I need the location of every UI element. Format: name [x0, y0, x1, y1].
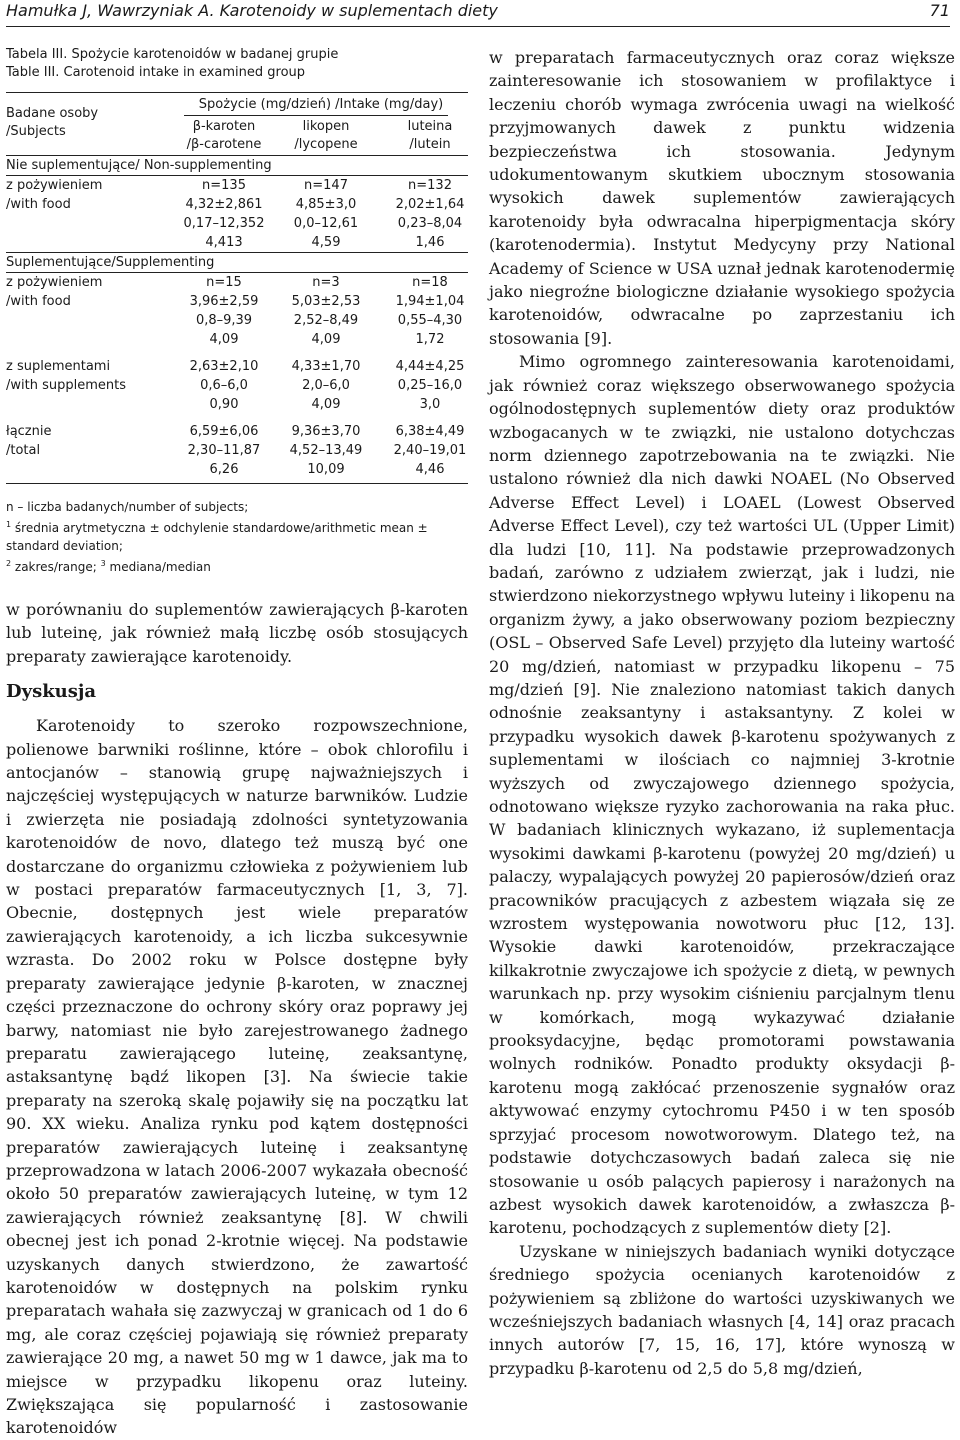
table-cell: 4,32±2,861 — [185, 197, 263, 212]
table-cell: 4,59 — [311, 235, 341, 250]
table-cell: 9,36±3,70 — [291, 424, 361, 439]
header-rule — [6, 26, 950, 27]
table-cell: 5,03±2,53 — [291, 294, 361, 309]
continued-paragraph: w porównaniu do suplementów zawierających β-karoten lub luteinę, jak również małą liczbę osób stosujących preparaty zawierające karotenoidy. — [6, 600, 468, 666]
table-row — [6, 460, 468, 479]
paragraph-results-comparison: Uzyskane w niniejszych badaniach wyniki dotyczące średniego spożycia ocenianych karotenoidów z pożywieniem są zbliżone do wartości uzyskiwanych we wcześniejszych badaniach własnych [4, 14] oraz pracach innych autorów [7, 15, 16, 17], które wynoszą w przypadku β-karotenu od 2,5 do 5,8 mg/dzień, — [489, 1241, 955, 1378]
table-cell: 3,96±2,59 — [189, 294, 259, 309]
table-cell: 6,26 — [209, 462, 239, 477]
footnote-mark: 3 — [100, 559, 106, 568]
section-non-supplementing: Nie suplementujące/ Non-supplementing — [6, 158, 272, 173]
table-cell: 4,46 — [415, 462, 445, 477]
table-cell: 0,8–9,39 — [195, 313, 253, 328]
table-row — [6, 292, 468, 311]
row-label: z pożywieniem — [6, 275, 103, 290]
spanner-rule — [184, 115, 448, 116]
table-cell: 0,0–12,61 — [293, 216, 359, 231]
column-header-line: /lycopene — [294, 137, 358, 152]
column-header-line: /lutein — [409, 137, 451, 152]
row-label: łącznie — [6, 424, 52, 439]
subjects-header-pl: Badane osoby — [6, 106, 99, 121]
footnote-mark: 2 — [6, 559, 12, 568]
table-caption-pl: Tabela III. Spożycie karotenoidów w badanej grupie — [6, 47, 339, 62]
table-cell: 4,44±4,25 — [395, 359, 465, 374]
footnote-range-median — [6, 555, 468, 576]
table-cell: 0,17–12,352 — [183, 216, 265, 231]
table-cell: 4,09 — [311, 397, 341, 412]
table-cell: 2,0–6,0 — [302, 378, 350, 393]
table-cell: 3,0 — [419, 397, 441, 412]
table-cell: 4,85±3,0 — [295, 197, 357, 212]
paragraph-no-norms: Mimo ogromnego zainteresowania karotenoidami, jak również coraz większego obserwowanego spożycia ogólnodostępnych suplementów diety oraz produktów wzbogacanych w te związki, nie ustalono dotychczas norm dziennego zapotrzebowania na te związki. Nie ustalono również dla nich dawki NOAEL (No Observed Adverse Effect Level) i LOAEL (Lowest Observed Adverse Effect Level), czy też wartości UL (Upper Limit) dla ludzi [10, 11]. Na podstawie przeprowadzonych badań, zarówno z udziałem zwierząt, jak i ludzi, nie stwierdzono niekorzystnego wpływu luteiny i likopenu na organizm żywy, a jako obserwowany poziom bezpieczny (OSL – Observed Safe Level) przyjęto dla luteiny wartość 20 mg/dzień, natomiast w przypadku likopenu – 75 mg/dzień [9]. Nie znaleziono natomiast takich danych odnośnie zeaksantyny i astaksantyny. Z kolei w przypadku wysokich dawek β-karotenu spożywanych z suplementami w ilościach co najmniej 3-krotnie wyższych od zwyczajowego dziennego spożycia, odnotowano większe ryzyko zachorowania na raka płuc. W badaniach klinicznych wykazano, iż suplementacja wysokimi dawkami β-karotenu (powyżej 20 mg/dzień) u palaczy, wypalających powyżej 20 papierosów/dzień oraz pracowników pracujących z azbestem wiązała się ze wzrostem występowania nowotworu płuc [12, 13]. Wysokie dawki karotenoidów, przekraczające kilkakrotnie zwyczajowe ich spożycie z dietą, w pewnych warunkach np. przy wysokim ciśnieniu parcjalnym tlenu w komórkach, mogą wykazywać działanie prooksydacyjne, będąc promotorami powstawania wolnych rodników. Ponadto produkty oksydacji β-karotenu mogą zakłócać przenoszenie sygnałów oraz aktywować enzymy cytochromu P450 i w ten sposób sprzyjać procesom nowotworowym. Dlatego też, na podstawie dotychczasowych badań zaleca się nie stosowanie u osób palących papierosy i narażonych na azbest wysokich dawek karotenoidów, a zwłaszcza β-karotenu, pochodzących z suplementów diety [2]. — [489, 352, 955, 1238]
table-cell: 4,09 — [209, 332, 239, 347]
intake-table — [6, 92, 468, 484]
table-footnotes — [6, 498, 468, 576]
table-cell: 4,52–13,49 — [289, 443, 363, 458]
column-header-lutein — [370, 118, 490, 154]
table-cell: 6,38±4,49 — [395, 424, 465, 439]
table-cell: n=135 — [202, 178, 246, 193]
section-heading-discussion: Dyskusja — [6, 681, 97, 703]
row-gap — [6, 414, 468, 422]
subjects-header-en: /Subjects — [6, 124, 66, 139]
column-header-line: β-karoten — [192, 119, 256, 134]
table-cell: 4,33±1,70 — [291, 359, 361, 374]
table-row — [6, 195, 468, 214]
table-row — [6, 376, 468, 395]
footnote-sd: standard deviation; — [6, 539, 123, 553]
intake-spanner-header: Spożycie (mg/dzień) /Intake (mg/day) — [198, 97, 444, 112]
table-header — [6, 93, 468, 155]
row-label: /total — [6, 443, 41, 458]
table-row — [6, 233, 468, 252]
footnote-mean — [6, 516, 468, 537]
table-cell: 10,09 — [307, 462, 345, 477]
section-supplementing: Suplementujące/Supplementing — [6, 255, 215, 270]
table-cell: 1,72 — [415, 332, 445, 347]
table-row — [6, 214, 468, 233]
subjects-header — [6, 105, 98, 141]
row-label: z suplementami — [6, 359, 111, 374]
row-label: /with supplements — [6, 378, 126, 393]
table-cell: 4,09 — [311, 332, 341, 347]
table-cell: n=3 — [312, 275, 340, 290]
table-cell: 2,52–8,49 — [293, 313, 359, 328]
column-header-lycopene — [266, 118, 386, 154]
footnote-text: średnia arytmetyczna ± odchylenie standardowe/arithmetic mean ± — [11, 521, 428, 535]
table-cell: 0,90 — [209, 397, 239, 412]
table-cell: 2,30–11,87 — [187, 443, 261, 458]
right-column — [489, 46, 955, 1380]
table-bottom-rule — [6, 483, 468, 484]
footnote-text: zakres/range; — [11, 560, 101, 574]
table-cell: 1,94±1,04 — [395, 294, 465, 309]
table-cell: n=147 — [304, 178, 348, 193]
table-caption-en: Table III. Carotenoid intake in examined group — [6, 65, 306, 80]
table-cell: 2,63±2,10 — [189, 359, 259, 374]
table-row — [6, 395, 468, 414]
table-cell: n=132 — [408, 178, 452, 193]
table-row — [6, 176, 468, 195]
row-gap — [6, 349, 468, 357]
footnote-n: n – liczba badanych/number of subjects; — [6, 500, 249, 514]
table-cell: 2,40–19,01 — [393, 443, 467, 458]
table-cell: 0,6–6,0 — [200, 378, 248, 393]
table-cell: n=18 — [412, 275, 448, 290]
table-caption — [6, 46, 468, 82]
row-label: /with food — [6, 197, 71, 212]
footnote-mark: 1 — [6, 520, 12, 529]
footnote-text: mediana/median — [105, 560, 211, 574]
table-row — [6, 357, 468, 376]
table-cell: 6,59±6,06 — [189, 424, 259, 439]
table-cell: 0,55–4,30 — [397, 313, 463, 328]
discussion-paragraph: Karotenoidy to szeroko rozpowszechnione, polienowe barwniki roślinne, które – obok chlorofilu i antocjanów – stanowią grupę najważniejszych i najczęściej występujących w naturze barwników. Ludzie i zwierzęta nie posiadają zdolności syntetyzowania karotenoidów de novo, dlatego też muszą być one dostarczane do organizmu człowieka z pożywieniem lub w postaci preparatów farmaceutycznych [1, 3, 7]. Obecnie, dostępnych jest wiele preparatów zawierających karotenoidy, a ich liczba sukcesywnie wzrasta. Do 2002 roku w Polsce dostępne były preparaty zawierające jedynie β-karoten, w znacznej części przeznaczone do ochrony skóry oraz poprawy jej barwy, natomiast nie było zarejestrowanego żadnego preparatu zawierającego luteinę, zeaksantynę, astaksantynę bądź likopen [3]. Na świecie takie preparaty na szeroką skalę pojawiły się na początku lat 90. XX wieku. Analiza rynku pod kątem dostępności preparatów zawierających luteinę i zeaksantynę przeprowadzona w latach 2006-2007 wykazała obecność około 50 preparatów zawierających luteinę, w tym 12 zawierających również zeaksantynę [8]. W chwili obecnej jest ich ponad 2-krotnie więcej. Na podstawie uzyskanych danych stwierdzono, że zawartość karotenoidów w dostępnych na polskim rynku preparatach wahała się zazwyczaj w granicach od 1 do 6 mg, ale coraz częściej pojawiają się również preparaty zawierające 20 mg, a nawet 50 mg w 1 dawce, jak ma to miejsce w przypadku likopenu oraz luteiny. Zwiększająca się popularność i zastosowanie karotenoidów — [6, 716, 468, 1438]
table-row — [6, 273, 468, 292]
table-cell: 1,46 — [415, 235, 445, 250]
paragraph-dose-safety: w preparatach farmaceutycznych oraz coraz większe zainteresowanie ich stosowaniem w profilaktyce i leczeniu chorób wymaga zwrócenia uwagi na wielkość przyjmowanych dawek z punktu widzenia bezpieczeństwa ich stosowania. Jedynym udokumentowanym skutkiem ubocznym stosowania wysokich dawek suplementów zawierających karotenoidy była odwracalna hiperpigmentacja skóry (karotenodermia). Instytut Medycyny przy National Academy of Science w USA uznał jednak karotenodermię jako niegroźne biologiczne działanie wysokiego spożycia karotenoidów, odwracalne po zaprzestaniu ich stosowania [9]. — [489, 48, 955, 348]
page-number: 71 — [929, 1, 950, 20]
table-cell: 0,23–8,04 — [397, 216, 463, 231]
table-cell: 2,02±1,64 — [395, 197, 465, 212]
left-column — [6, 46, 468, 1440]
running-title: Hamułka J, Wawrzyniak A. Karotenoidy w suplementach diety — [6, 1, 498, 20]
table-row — [6, 330, 468, 349]
table-row — [6, 422, 468, 441]
table-cell: n=15 — [206, 275, 242, 290]
row-label: /with food — [6, 294, 71, 309]
column-header-line: luteina — [407, 119, 453, 134]
table-cell: 0,25–16,0 — [397, 378, 463, 393]
table-cell: 4,413 — [205, 235, 243, 250]
table-row — [6, 441, 468, 460]
running-header — [6, 0, 950, 26]
column-header-line: likopen — [302, 119, 350, 134]
table-row — [6, 311, 468, 330]
column-header-line: /β-carotene — [186, 137, 262, 152]
row-label: z pożywieniem — [6, 178, 103, 193]
